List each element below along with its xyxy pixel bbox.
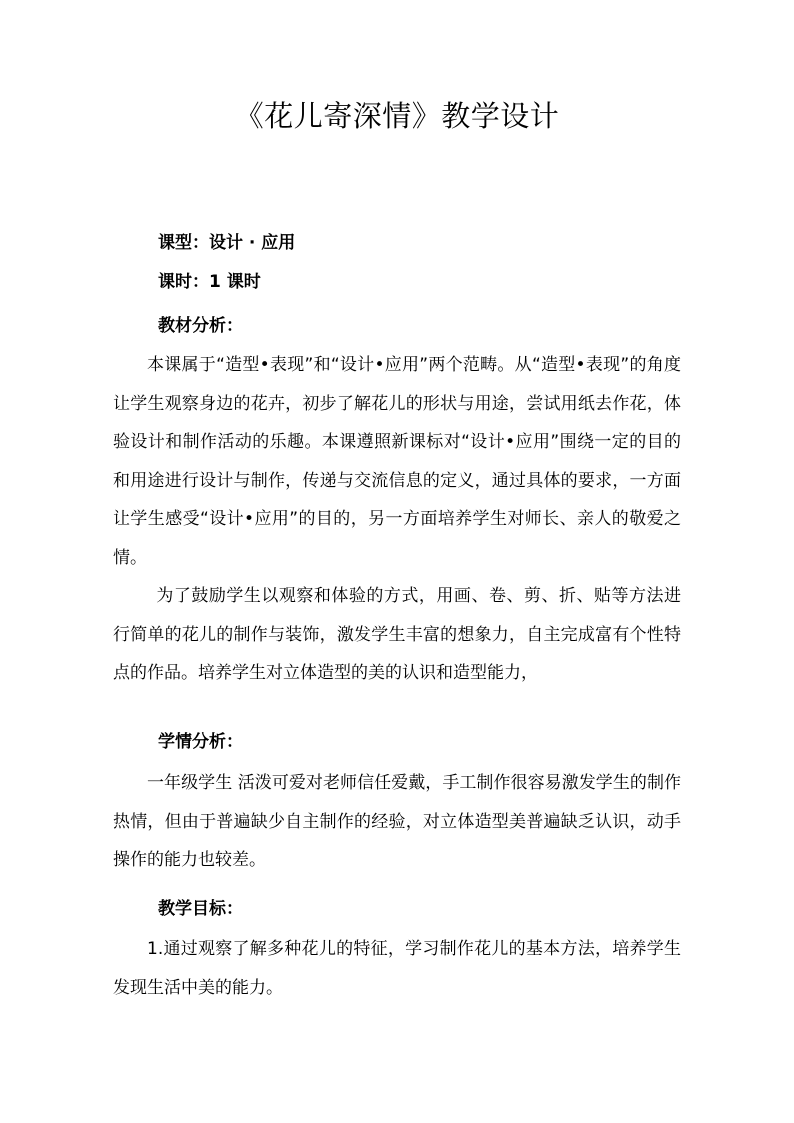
material-analysis-paragraph-1: 本课属于“造型•表现”和“设计•应用”两个范畴。从“造型•表现”的角度让学生观察身边的花卉，初步了解花儿的形状与用途，尝试用纸去作花，体验设计和制作活动的乐趣。本课遵照新课标对“设计•应用”围绕一定的目的和用途进行设计与制作，传递与交流信息的定义，通过具体的要求，一方面让学生感受“设计•应用”的目的，另一方面培养学生对师长、亲人的敬爱之情。 (113, 355, 681, 568)
teaching-goals-text (113, 930, 681, 1007)
student-analysis-heading: 学情分析： (158, 732, 243, 752)
course-hours: 课时：1 课时 (158, 272, 261, 292)
document-title: 《花儿寄深情》教学设计 (234, 99, 560, 133)
material-analysis-text (113, 346, 681, 693)
teaching-goal-1: 1.通过观察了解多种花儿的特征，学习制作花儿的基本方法，培养学生发现生活中美的能力。 (113, 939, 681, 998)
material-analysis-heading: 教材分析： (158, 316, 243, 336)
course-type: 课型：设计 · 应用 (158, 233, 296, 253)
material-analysis-paragraph-2: 为了鼓励学生以观察和体验的方式，用画、卷、剪、折、贴等方法进行简单的花儿的制作与装饰，激发学生丰富的想象力，自主完成富有个性特点的作品。培养学生对立体造型的美的认识和造型能力， (113, 586, 681, 683)
teaching-goals-heading: 教学目标： (158, 899, 243, 919)
student-analysis-text (113, 764, 681, 880)
student-analysis-paragraph: 一年级学生 活泼可爱对老师信任爱戴，手工制作很容易激发学生的制作热情，但由于普遍缺少自主制作的经验，对立体造型美普遍缺乏认识，动手操作的能力也较差。 (113, 773, 681, 870)
